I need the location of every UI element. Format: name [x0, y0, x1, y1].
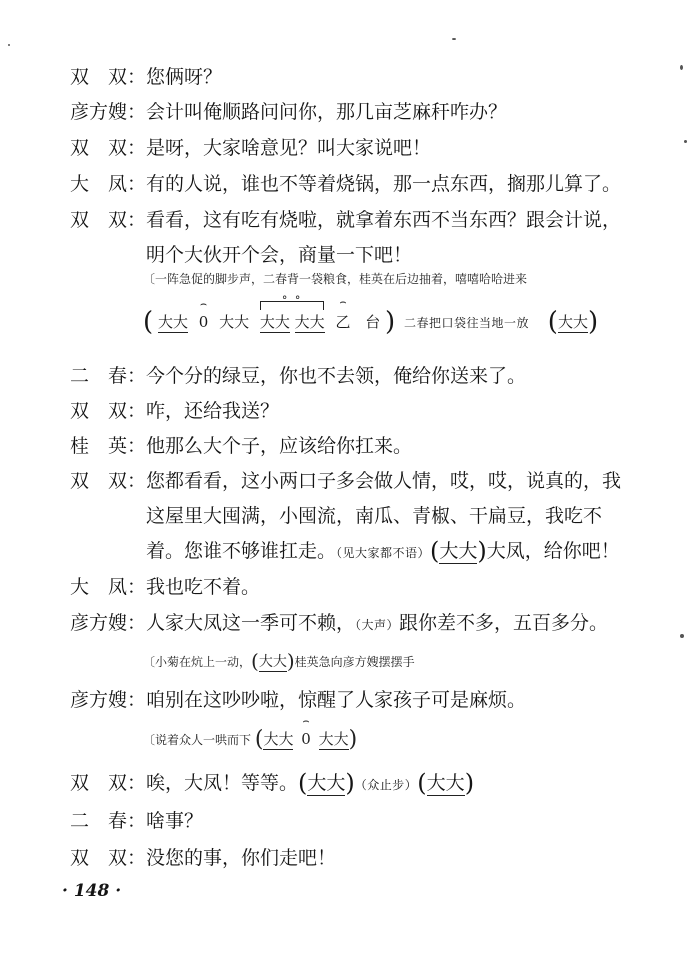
perc-beat-group: ° ° 大大 大大	[259, 294, 325, 331]
dialogue-line	[70, 685, 526, 712]
dialogue-line	[70, 431, 412, 458]
scan-speck	[680, 634, 684, 638]
perc-beat: 大大	[258, 654, 287, 670]
open-paren: (	[547, 307, 558, 337]
speaker: 双 双：	[70, 400, 147, 422]
dialogue-line	[70, 62, 222, 89]
speaker: 二 春：	[70, 810, 147, 832]
perc-beat: 大大	[318, 730, 349, 748]
fermata-icon: ⌢	[199, 297, 208, 310]
perc-beat: 大大	[557, 313, 588, 331]
scan-speck	[8, 44, 10, 46]
speaker: 二 春：	[70, 365, 147, 387]
dialogue-text: 他那么大个子，应该给你扛来。	[146, 435, 413, 457]
perc-beat: 大大	[219, 313, 250, 331]
stage-direction: 〔说着众人一哄而下 (大大 ⌢ 0 大大)	[143, 714, 358, 752]
dialogue-line	[70, 608, 608, 635]
perc-rest: ⌢ 0	[301, 714, 311, 748]
perc-beat: 大大	[439, 540, 478, 562]
close-paren: )	[587, 307, 599, 337]
dialogue-text: 没您的事，你们走吧！	[146, 847, 337, 869]
speaker: 双 双：	[70, 209, 147, 231]
dialogue-text: 我也吃不着。	[146, 576, 261, 598]
perc-beat: 大大	[426, 772, 465, 794]
stage-note: （见大家都不语）	[336, 546, 431, 560]
scan-speck	[452, 38, 456, 40]
speaker: 大 凤：	[70, 576, 147, 598]
stage-note: （大声）	[355, 618, 400, 632]
speaker: 彦方嫂：	[70, 689, 147, 711]
dialogue-text: 看看，这有吃有烧啦，就拿着东西不当东西？跟会计说，	[146, 209, 622, 231]
perc-beat: 台	[365, 313, 381, 331]
scan-speck	[680, 65, 683, 70]
open-paren: (	[143, 307, 154, 337]
dialogue-text: 跟你差不多，五百多分。	[399, 612, 609, 634]
stage-note: 二春把口袋往当地一放	[403, 316, 529, 330]
speaker: 桂 英：	[70, 435, 147, 457]
close-paren: )	[385, 307, 396, 337]
stage-direction: 〔一阵急促的脚步声，二春背一袋粮食，桂英在后边抽着，嘻嘻哈哈进来	[143, 272, 528, 286]
dots-icon: ° °	[281, 294, 303, 307]
speaker: 双 双：	[70, 470, 147, 492]
speaker: 双 双：	[70, 847, 147, 869]
dialogue-line	[70, 466, 621, 493]
dialogue-continuation: 明个大伙开个会，商量一下吧！	[146, 244, 413, 266]
stage-note: （众止步）	[354, 778, 418, 792]
dialogue-line	[70, 169, 621, 196]
perc-beat: 大大	[263, 730, 294, 748]
dialogue-continuation: 这屋里大囤满，小囤流，南瓜、青椒、干扁豆，我吃不	[146, 505, 603, 527]
dialogue-line	[70, 97, 507, 124]
dialogue-line	[70, 396, 279, 423]
dialogue-line	[70, 572, 260, 599]
dialogue-continuation: 着。您谁不够谁扛走。（见大家都不语）(大大)大凤，给你吧！	[146, 537, 620, 565]
dialogue-line	[70, 205, 621, 232]
scan-speck	[684, 140, 687, 143]
speaker: 双 双：	[70, 772, 147, 794]
perc-beat: 大大	[307, 772, 346, 794]
perc-beat: 大大	[157, 313, 188, 331]
dialogue-text: 咱别在这吵吵啦，惊醒了人家孩子可是麻烦。	[146, 689, 527, 711]
page-number: · 148 ·	[62, 881, 122, 901]
dialogue-line	[70, 806, 203, 833]
dialogue-text: 今个分的绿豆，你也不去领，俺给你送来了。	[146, 365, 527, 387]
percussion-notation	[143, 294, 599, 337]
dialogue-text: 您俩呀？	[146, 66, 223, 88]
dialogue-text: 咋，还给我送？	[146, 400, 280, 422]
dialogue-line	[70, 133, 431, 160]
stage-direction: 〔小菊在炕上一动，(大大)桂英急向彦方嫂摆摆手	[143, 649, 415, 673]
fermata-icon: ⌢	[339, 295, 347, 308]
dialogue-line	[70, 361, 526, 388]
dialogue-text: 人家大凤这一季可不赖，	[146, 612, 356, 634]
dialogue-text: 会计叫俺顺路问问你，那几亩芝麻秆咋办？	[146, 101, 508, 123]
perc-rest: ⌢ 0	[198, 297, 209, 331]
speaker: 大 凤：	[70, 173, 147, 195]
dialogue-text: 是呀，大家啥意见？叫大家说吧！	[146, 137, 432, 159]
dialogue-text: 有的人说，谁也不等着烧锅，那一点东西，搁那儿算了。	[146, 173, 622, 195]
dialogue-text: 啥事？	[146, 810, 204, 832]
dialogue-line	[70, 843, 336, 870]
perc-beat: ⌢ 乙	[335, 295, 351, 331]
speaker: 彦方嫂：	[70, 612, 147, 634]
dialogue-line: 双 双：唉，大凤！等等。(大大)（众止步）(大大)	[70, 769, 475, 797]
speaker: 双 双：	[70, 66, 147, 88]
speaker: 彦方嫂：	[70, 101, 147, 123]
fermata-icon: ⌢	[302, 714, 310, 727]
speaker: 双 双：	[70, 137, 147, 159]
dialogue-text: 您都看看，这小两口子多会做人情，哎，哎，说真的，我	[146, 470, 622, 492]
dialogue-text: 唉，大凤！等等。	[146, 772, 299, 794]
